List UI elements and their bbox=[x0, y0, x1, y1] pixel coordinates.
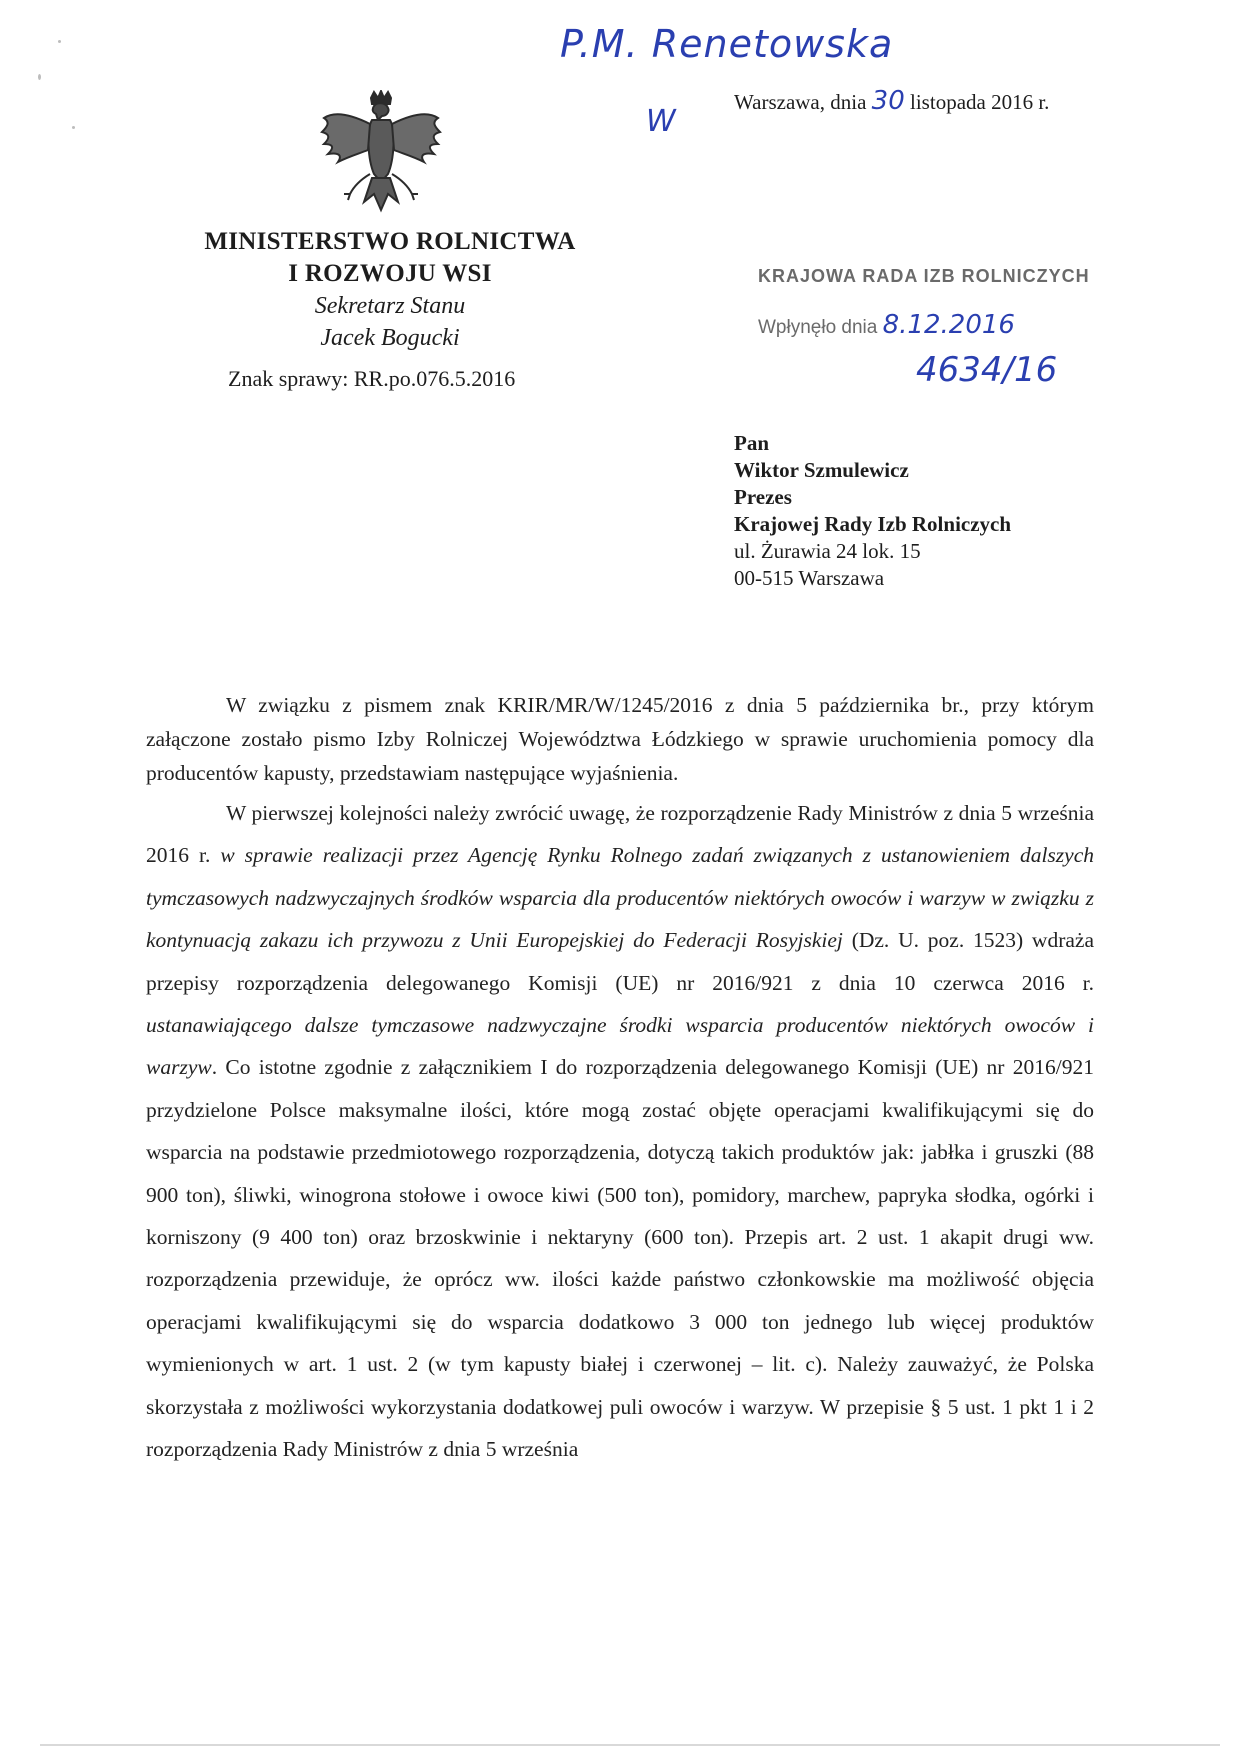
p2-text-a: W pierwszej kolejności należy zwrócić uwagę, że rozporządzenie Rady Ministrów z dnia 5 września 2016 r. bbox=[146, 801, 1094, 868]
handwritten-initial: W bbox=[646, 104, 676, 139]
recipient-city: 00-515 Warszawa bbox=[734, 566, 885, 590]
signatory-position: Sekretarz Stanu bbox=[314, 293, 466, 319]
p2-delegated-regulation-title: ustanawiającego dalsze tymczasowe nadzwyczajne środki wsparcia producentów niektórych owoców i warzyw bbox=[146, 1013, 1094, 1080]
received-stamp bbox=[758, 266, 1090, 390]
ministry-name-line2: I ROZWOJU WSI bbox=[288, 260, 492, 287]
date-prefix: Warszawa, dnia bbox=[734, 90, 867, 114]
date-suffix: listopada 2016 r. bbox=[910, 90, 1050, 114]
p2-text-c: (Dz. U. poz. 1523) wdraża przepisy rozporządzenia delegowanego Komisji (UE) nr 2016/921 z dnia 10 czerwca 2016 r. bbox=[146, 928, 1094, 995]
scan-speck bbox=[38, 74, 41, 80]
case-number: Znak sprawy: RR.po.076.5.2016 bbox=[228, 366, 516, 391]
letter-date bbox=[734, 86, 1049, 116]
body-paragraph-2 bbox=[146, 792, 1094, 1471]
recipient-salutation: Pan bbox=[734, 431, 770, 455]
date-day-handwritten: 30 bbox=[871, 86, 905, 116]
letter-body bbox=[146, 688, 1094, 1471]
stamp-registry-number: 4634/16 bbox=[916, 350, 1058, 390]
recipient-street: ul. Żurawia 24 lok. 15 bbox=[734, 539, 921, 563]
ministry-header bbox=[160, 226, 620, 354]
p2-regulation-title: w sprawie realizacji przez Agencję Rynku Rolnego zadań związanych z ustanowieniem dalszych tymczasowych nadzwyczajnych środków wsparcia dla producentów niektórych owoców i warzyw w związku z kontynuacją zakazu ich przywozu z Unii Europejskiej do Federacji Rosyjskiej bbox=[146, 843, 1094, 953]
p2-text-e: . Co istotne zgodnie z załącznikiem I do rozporządzenia delegowanego Komisji (UE) nr 2016/921 przydzielone Polsce maksymalne ilości, które mogą zostać objęte operacjami kwalifikującymi się do wsparcia na podstawie przedmiotowego rozporządzenia, dotyczą takich produktów jak: jabłka i gruszki (88 900 ton), śliwki, winogrona stołowe i owoce kiwi (500 ton), pomidory, marchew, papryka słodka, ogórki i korniszony (9 400 ton) oraz brzoskwinie i nektaryny (600 ton). Przepis art. 2 ust. 1 akapit drugi ww. rozporządzenia przewiduje, że oprócz ww. ilości każde państwo członkowskie ma możliwość objęcia operacjami kwalifikującymi się do wsparcia dodatkowo 3 000 ton jednego lub więcej produktów wymienionych w art. 1 ust. 2 (w tym kapusty białej i czerwonej – lit. c). Należy zauważyć, że Polska skorzystała z możliwości wykorzystania dodatkowej puli owoców i warzyw. W przepisie § 5 ust. 1 pkt 1 i 2 rozporządzenia Rady Ministrów z dnia 5 września bbox=[146, 1055, 1094, 1462]
scan-speck bbox=[72, 126, 75, 129]
ministry-name-line1: MINISTERSTWO ROLNICTWA bbox=[204, 228, 576, 255]
stamp-received-line bbox=[758, 310, 1015, 340]
handwritten-note: P.M. Renetowska bbox=[560, 22, 894, 66]
recipient-organization: Krajowej Rady Izb Rolniczych bbox=[734, 512, 1012, 536]
scan-edge-line bbox=[40, 1744, 1220, 1746]
recipient-name: Wiktor Szmulewicz bbox=[734, 458, 909, 482]
recipient-address bbox=[734, 430, 1011, 592]
eagle-emblem-icon bbox=[316, 90, 446, 220]
stamp-received-label: Wpłynęło dnia bbox=[758, 317, 878, 338]
signatory-name: Jacek Bogucki bbox=[320, 325, 460, 351]
body-paragraph-1: W związku z pismem znak KRIR/MR/W/1245/2016 z dnia 5 października br., przy którym załączone zostało pismo Izby Rolniczej Województwa Łódzkiego w sprawie uruchomienia pomocy dla producentów kapusty, przedstawiam następujące wyjaśnienia. bbox=[146, 693, 1094, 785]
scan-speck bbox=[58, 40, 61, 43]
stamp-received-date: 8.12.2016 bbox=[882, 310, 1015, 340]
recipient-role: Prezes bbox=[734, 485, 792, 509]
stamp-title: KRAJOWA RADA IZB ROLNICZYCH bbox=[758, 266, 1090, 286]
